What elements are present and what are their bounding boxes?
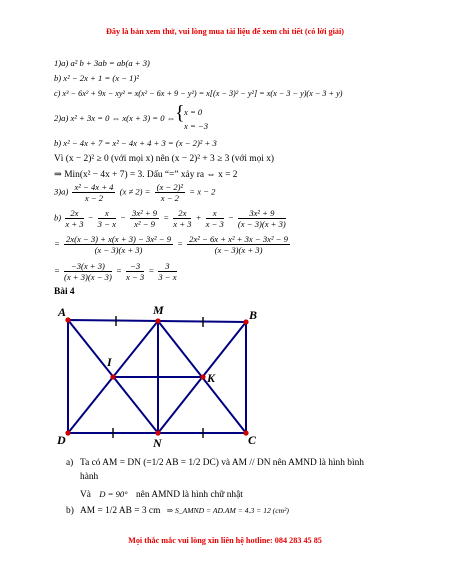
frac-3b-num-6: 3x² + 9 [238, 208, 286, 219]
label-n: N [153, 436, 162, 450]
label-m: M [153, 303, 164, 317]
frac-3b-num-3: 3x² + 9 [132, 208, 158, 218]
label-a: A [58, 305, 67, 319]
frac-3b-den-5: x − 3 [205, 219, 224, 229]
line-2b-min: ⇒ Min(x² − 4x + 7) = 3. Dấu “=” xảy ra ⇔ x = 2 [54, 170, 238, 180]
frac-3b-num-1: 2x [65, 208, 83, 219]
point-k [200, 374, 205, 379]
frac-3a-num-1: x² − 4x + 4 [74, 182, 114, 192]
frac-3b-step3-den-1: (x + 3)(x − 3) [63, 272, 112, 282]
line-3a-condition: (x ≠ 2) = [119, 186, 151, 197]
point-i [110, 374, 115, 379]
frac-3b-num-4: 2x [173, 208, 191, 219]
answer-a-line3-prefix: Và [80, 490, 91, 500]
answer-b-marker: b) [66, 506, 74, 516]
header-banner: Đây là bản xem thử, vui lòng mua tài liệu để xem chi tiết (có lời giải) [105, 27, 344, 36]
section-title: Bài 4 [54, 287, 75, 297]
point-a [65, 317, 70, 322]
line-2b: b) x² − 4x + 7 = x² − 4x + 4 + 3 = (x − 2)² + 3 [54, 138, 217, 148]
frac-3b-step2-den-1: (x − 3)(x + 3) [94, 245, 143, 255]
frac-3b-step2-num-2: 2x² − 6x + x² + 3x − 3x² − 9 [189, 234, 288, 244]
point-m [155, 318, 160, 323]
frac-3b-step3-den-3: 3 − x [158, 272, 177, 282]
frac-3b-den-1: x + 3 [65, 219, 84, 229]
label-d: D [57, 433, 66, 447]
answer-a-angle: D = 90° [99, 489, 128, 499]
answer-b-line1: AM = 1/2 AB = 3 cm [80, 506, 161, 516]
answer-a-line2: hành [80, 472, 99, 482]
frac-3b-num-2: x [98, 208, 116, 219]
frac-3b-den-3: x² − 9 [134, 219, 155, 229]
label-i: I [107, 355, 112, 369]
line-3b-step3: = $\frac{-3(x + 3)}{(x + 3)(x - 3)}$ = $\frac{-3}{x - 3}$ = $\frac{3}{3 - x}$ [54, 261, 177, 282]
answer-a-line3 [80, 489, 243, 500]
line-2a-case2: x = −3 [184, 121, 209, 131]
frac-3a-den-1: x − 2 [84, 193, 104, 203]
frac-3b-step3-num-3: 3 [158, 261, 176, 272]
line-1a: 1)a) a² b + 3ab = ab(a + 3) [54, 58, 150, 68]
line-1c: c) x³ − 6x² + 9x − xy² = x(x² − 6x + 9 − y²) = x[(x − 3)² − y²] = x(x − 3 − y)(x − 3 + y) [54, 89, 343, 98]
frac-3b-den-6: (x − 3)(x + 3) [237, 219, 286, 229]
line-1b: b) x² − 2x + 1 = (x − 1)² [54, 73, 139, 83]
point-d [65, 430, 70, 435]
line-2b-reason: Vì (x − 2)² ≥ 0 (với mọi x) nên (x − 2)² + 3 ≥ 3 (với mọi x) [54, 154, 275, 164]
frac-3a-den-2: x − 2 [160, 193, 179, 203]
answer-b-line [80, 506, 289, 516]
label-k: K [207, 371, 216, 385]
frac-3b-num-5: x [206, 208, 224, 219]
frac-3b-step3-num-2: −3 [126, 261, 144, 272]
line-3b-label: b) [54, 212, 62, 223]
label-b: B [249, 308, 258, 322]
answer-a-line3-suffix: nên AMND là hình chữ nhật [135, 490, 243, 500]
footer-banner: Mọi thắc mắc vui lòng xin liên hệ hotline: 084 283 45 85 [128, 536, 322, 545]
line-2a-text: 2)a) x² + 3x = 0 ⇔ x(x + 3) = 0 ⇔ [54, 113, 176, 123]
line-3b: b) $\frac{2x}{x + 3}$ − $\frac{x}{3 - x}$ − $\frac{\text{3x² + 9}}{\text{x² − 9}}$ = $\frac{2x}{x + 3}$ + $\frac{x}{x - 3}$ − $\frac{\text{3x² + 9}}{(x - 3)(x + 3)}$ [54, 208, 286, 229]
answer-b-area: ⇒ S_AMND = AD.AM = 4.3 = 12 (cm²) [166, 506, 289, 515]
frac-3b-den-2: 3 − x [97, 219, 116, 229]
label-c: C [248, 433, 257, 447]
line-2a-case1: x = 0 [184, 107, 203, 117]
answer-a-marker: a) [66, 458, 74, 468]
answer-a-line1: Ta có AM = DN (=1/2 AB = 1/2 DC) và AM // DN nên AMND là hình bình [80, 458, 364, 468]
frac-3b-step2-den-2: (x − 3)(x + 3) [214, 245, 263, 255]
frac-3b-den-4: x + 3 [173, 219, 192, 229]
frac-3b-step3-den-2: x − 3 [125, 272, 145, 282]
point-n [155, 430, 160, 435]
frac-3a-num-2: (x − 2)² [156, 182, 184, 192]
line-3a-result: = x − 2 [189, 186, 216, 197]
line-3a-label: 3)a) [54, 186, 69, 197]
line-3b-step2: = $\frac{\text{2x(x − 3) + x(x + 3) − 3x² − 9}}{(x - 3)(x + 3)}$ = $\frac{\text{2x² − 6x + x² + 3x − 3x² − 9}}{(x - 3)(x + 3)}$ [54, 234, 288, 255]
frac-3b-step2-num-1: 2x(x − 3) + x(x + 3) − 3x² − 9 [65, 234, 172, 244]
point-b [243, 319, 248, 324]
frac-3b-step3-num-1: −3(x + 3) [64, 261, 112, 272]
